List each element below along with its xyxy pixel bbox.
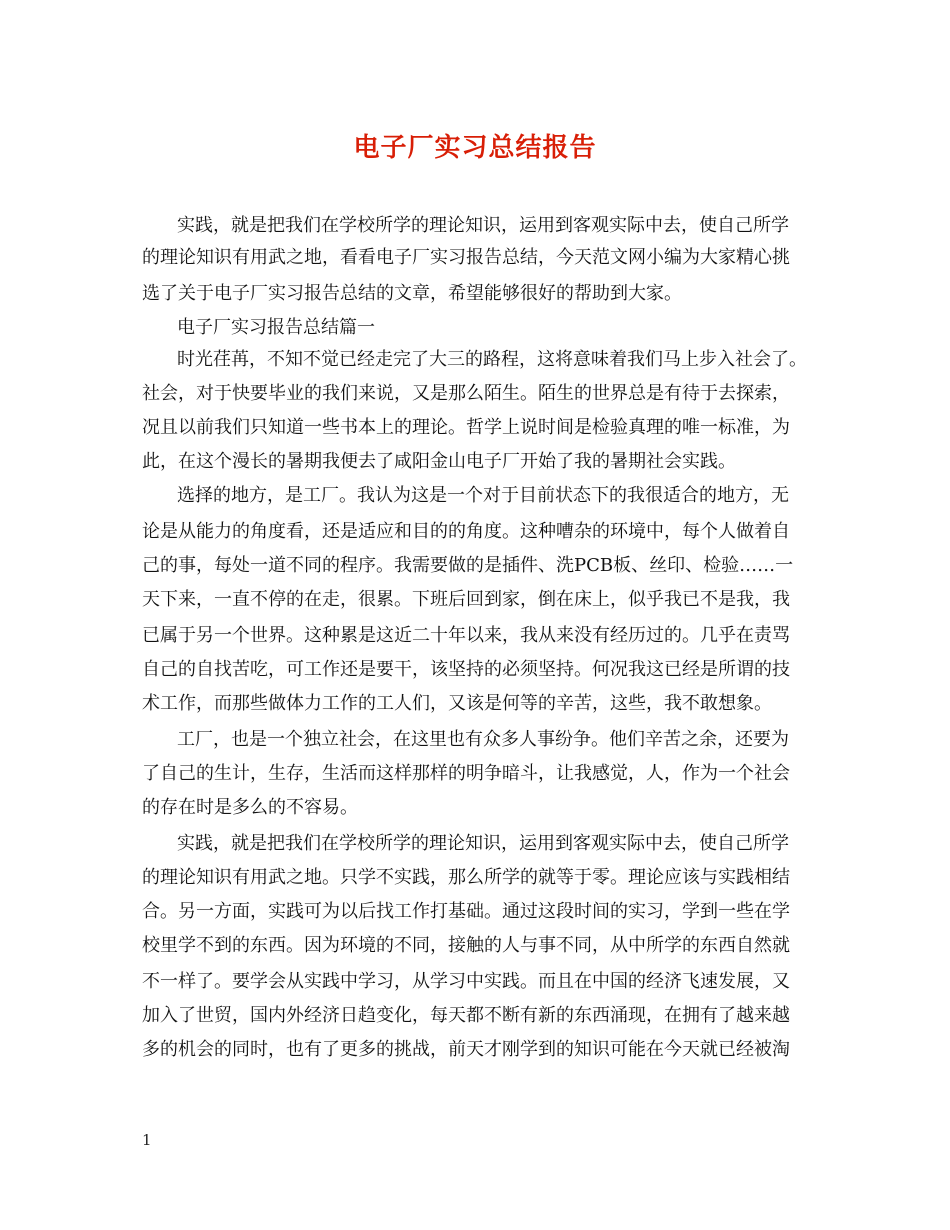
text-line: 的理论知识有用武之地，看看电子厂实习报告总结，今天范文网小编为大家精心挑 — [142, 247, 790, 268]
text-line: 选择的地方，是工厂。我认为这是一个对于目前状态下的我很适合的地方，无 — [177, 485, 789, 506]
text-line: 了自己的生计，生存，生活而这样那样的明争暗斗，让我感觉，人，作为一个社会 — [142, 763, 790, 784]
text-line: 时光荏苒，不知不觉已经走完了大三的路程，这将意味着我们马上步入社会了。 — [177, 349, 807, 370]
text-line: 天下来，一直不停的在走，很累。下班后回到家，倒在床上，似乎我已不是我，我 — [142, 589, 790, 610]
text-line: 的理论知识有用武之地。只学不实践，那么所学的就等于零。理论应该与实践相结 — [142, 867, 790, 888]
text-line: 实践，就是把我们在学校所学的理论知识，运用到客观实际中去，使自己所学 — [177, 215, 789, 236]
text-line: 论是从能力的角度看，还是适应和目的的角度。这种嘈杂的环境中，每个人做着自 — [142, 521, 790, 542]
text-line: 合。另一方面，实践可为以后找工作打基础。通过这段时间的实习，学到一些在学 — [142, 901, 790, 922]
text-line: 工厂，也是一个独立社会，在这里也有众多人事纷争。他们辛苦之余，还要为 — [177, 729, 789, 750]
text-line: 多的机会的同时，也有了更多的挑战，前天才刚学到的知识可能在今天就已经被淘 — [142, 1039, 790, 1060]
text-line: 实践，就是把我们在学校所学的理论知识，运用到客观实际中去，使自己所学 — [177, 833, 789, 854]
section-heading: 电子厂实习报告总结篇一 — [177, 317, 375, 338]
document-title: 电子厂实习总结报告 — [353, 133, 597, 163]
text-line: 的存在时是多么的不容易。 — [142, 797, 358, 818]
text-line: 校里学不到的东西。因为环境的不同，接触的人与事不同，从中所学的东西自然就 — [142, 935, 790, 956]
page-number: 1 — [142, 1131, 152, 1149]
text-line: 已属于另一个世界。这种累是这近二十年以来，我从来没有经历过的。几乎在责骂 — [142, 625, 790, 646]
text-line: 选了关于电子厂实习报告总结的文章，希望能够很好的帮助到大家。 — [142, 283, 682, 304]
text-line: 己的事，每处一道不同的程序。我需要做的是插件、洗PCB板、丝印、检验……一 — [142, 555, 794, 576]
text-line: 自己的自找苦吃，可工作还是要干，该坚持的必须坚持。何况我这已经是所谓的技 — [142, 659, 790, 680]
text-line: 不一样了。要学会从实践中学习，从学习中实践。而且在中国的经济飞速发展，又 — [142, 971, 790, 992]
text-line: 加入了世贸，国内外经济日趋变化，每天都不断有新的东西涌现，在拥有了越来越 — [142, 1005, 790, 1026]
text-line: 况且以前我们只知道一些书本上的理论。哲学上说时间是检验真理的唯一标准，为 — [142, 417, 790, 438]
text-line: 术工作，而那些做体力工作的工人们，又该是何等的辛苦，这些，我不敢想象。 — [142, 693, 772, 714]
text-line: 此，在这个漫长的暑期我便去了咸阳金山电子厂开始了我的暑期社会实践。 — [142, 451, 736, 472]
text-line: 社会，对于快要毕业的我们来说，又是那么陌生。陌生的世界总是有待于去探索， — [142, 383, 790, 404]
